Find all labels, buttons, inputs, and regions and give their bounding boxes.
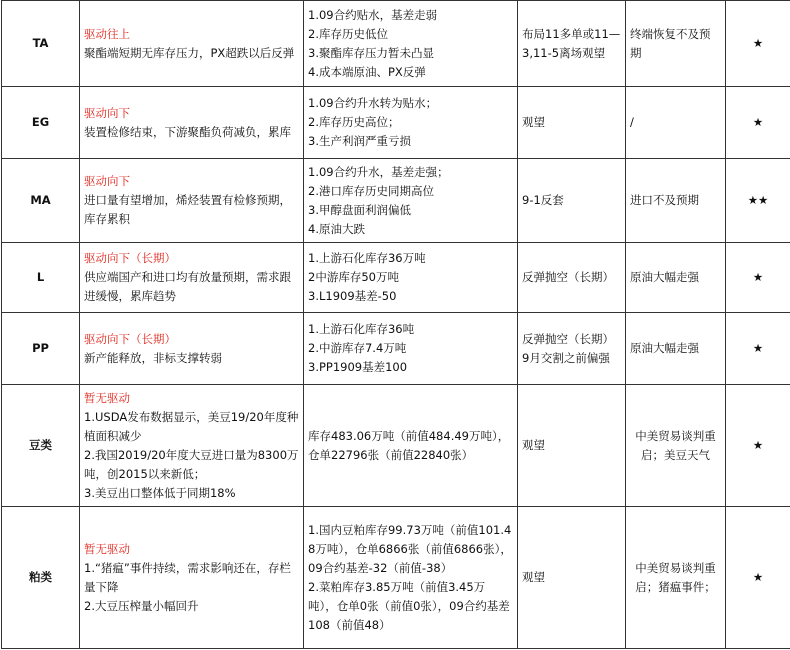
detail-line: 1.09合约贴水，基差走弱 <box>308 7 438 22</box>
risk-cell: 中美贸易谈判重启；猪瘟事件； <box>626 507 726 649</box>
symbol-cell: L <box>2 243 80 313</box>
rating-stars: ★ <box>726 1 790 87</box>
logic-line: 2.我国2019/20年度大豆进口量为8300万吨，创2015以来新低； <box>84 447 299 481</box>
driver-cell <box>80 313 304 385</box>
driver-label: 暂无驱动 <box>84 541 130 556</box>
logic-line: 进口量有望增加，烯烃装置有检修预期，库存累积 <box>84 193 291 226</box>
logic-line: 2.大豆压榨量小幅回升 <box>84 598 199 613</box>
driver-label: 驱动向下 <box>84 105 130 120</box>
detail-line: 2.中游库存7.4万吨 <box>308 341 407 355</box>
details-cell <box>304 243 518 313</box>
symbol-cell: EG <box>2 87 80 159</box>
logic-line: 新产能释放，非标支撑转弱 <box>84 350 222 365</box>
detail-line: 3.甲醇盘面利润偏低 <box>308 202 411 217</box>
detail-line: 2.库存历史低位 <box>308 26 388 41</box>
strategy-cell: 布局11多单或11—3,11-5离场观望 <box>518 1 626 87</box>
logic-line: 3.美豆出口整体低于同期18% <box>84 485 236 500</box>
rating-stars: ★★ <box>726 159 790 243</box>
strategy-cell: 观望 <box>518 507 626 649</box>
strategy-table <box>1 0 790 649</box>
risk-cell: 原油大幅走强 <box>626 313 726 385</box>
rating-stars: ★ <box>726 243 790 313</box>
detail-line: 1.上游石化库存36吨 <box>308 322 415 336</box>
rating-stars: ★ <box>726 313 790 385</box>
symbol-cell: TA <box>2 1 80 87</box>
details-cell <box>304 159 518 243</box>
details-cell <box>304 1 518 87</box>
logic-line: 供应端国产和进口均有放量预期，需求跟进缓慢，累库趋势 <box>84 270 291 303</box>
detail-line: 3.L1909基差-50 <box>308 289 397 303</box>
strategy-cell: 反弹抛空（长期） <box>518 243 626 313</box>
strategy-cell: 观望 <box>518 87 626 159</box>
driver-cell <box>80 1 304 87</box>
logic-line: 聚酯端短期无库存压力，PX超跌以后反弹 <box>84 45 295 60</box>
detail-line: 1.09合约升水转为贴水； <box>308 96 438 110</box>
risk-cell: / <box>626 87 726 159</box>
table-row <box>2 507 790 649</box>
detail-line: 库存483.06万吨（前值484.49万吨），仓单22796张（前值22840张） <box>308 428 510 462</box>
logic-line: 1.“猪瘟”事件持续，需求影响还在，存栏量下降 <box>84 560 291 594</box>
symbol-cell: PP <box>2 313 80 385</box>
risk-cell: 进口不及预期 <box>626 159 726 243</box>
driver-label: 暂无驱动 <box>84 390 130 405</box>
detail-line: 2.菜粕库存3.85万吨（前值3.45万吨），仓单0张（前值0张），09合约基差108（前值48） <box>308 579 510 632</box>
detail-line: 4.成本端原油、PX反弹 <box>308 64 426 79</box>
details-cell <box>304 507 518 649</box>
detail-line: 4.原油大跌 <box>308 221 365 236</box>
driver-cell <box>80 87 304 159</box>
driver-cell <box>80 507 304 649</box>
strategy-cell: 反弹抛空（长期）9月交割之前偏强 <box>518 313 626 385</box>
details-cell <box>304 87 518 159</box>
table-row <box>2 243 790 313</box>
symbol-cell: 粕类 <box>2 507 80 649</box>
table-row <box>2 385 790 507</box>
detail-line: 2.库存历史高位； <box>308 115 400 129</box>
risk-cell: 终端恢复不及预期 <box>626 1 726 87</box>
detail-line: 3.PP1909基差100 <box>308 360 408 374</box>
logic-line: 装置检修结束，下游聚酯负荷减负，累库 <box>84 124 291 139</box>
driver-label: 驱动向下（长期） <box>84 331 176 346</box>
details-cell <box>304 313 518 385</box>
detail-line: 3.生产利润严重亏损 <box>308 134 411 148</box>
table-row <box>2 159 790 243</box>
detail-line: 2中游库存50万吨 <box>308 270 399 284</box>
driver-label: 驱动向下（长期） <box>84 251 176 265</box>
risk-cell: 原油大幅走强 <box>626 243 726 313</box>
symbol-cell: 豆类 <box>2 385 80 507</box>
table-row <box>2 1 790 87</box>
detail-line: 1.09合约升水，基差走强； <box>308 164 449 179</box>
driver-cell <box>80 159 304 243</box>
strategy-cell: 9-1反套 <box>518 159 626 243</box>
driver-cell <box>80 385 304 507</box>
rating-stars: ★ <box>726 385 790 507</box>
strategy-cell: 观望 <box>518 385 626 507</box>
driver-cell <box>80 243 304 313</box>
detail-line: 1.国内豆粕库存99.73万吨（前值101.48万吨），仓单6866张（前值6866张），09合约基差-32（前值-38） <box>308 522 512 575</box>
table-row <box>2 87 790 159</box>
rating-stars: ★ <box>726 87 790 159</box>
table-row <box>2 313 790 385</box>
risk-cell: 中美贸易谈判重启；美豆天气 <box>626 385 726 507</box>
details-cell <box>304 385 518 507</box>
detail-line: 2.港口库存历史同期高位 <box>308 183 434 198</box>
detail-line: 3.聚酯库存压力暂未凸显 <box>308 45 434 60</box>
logic-line: 1.USDA发布数据显示，美豆19/20年度种植面积减少 <box>84 409 299 443</box>
driver-label: 驱动往上 <box>84 26 130 41</box>
symbol-cell: MA <box>2 159 80 243</box>
rating-stars: ★ <box>726 507 790 649</box>
detail-line: 1.上游石化库存36万吨 <box>308 251 426 265</box>
driver-label: 驱动向下 <box>84 174 130 188</box>
